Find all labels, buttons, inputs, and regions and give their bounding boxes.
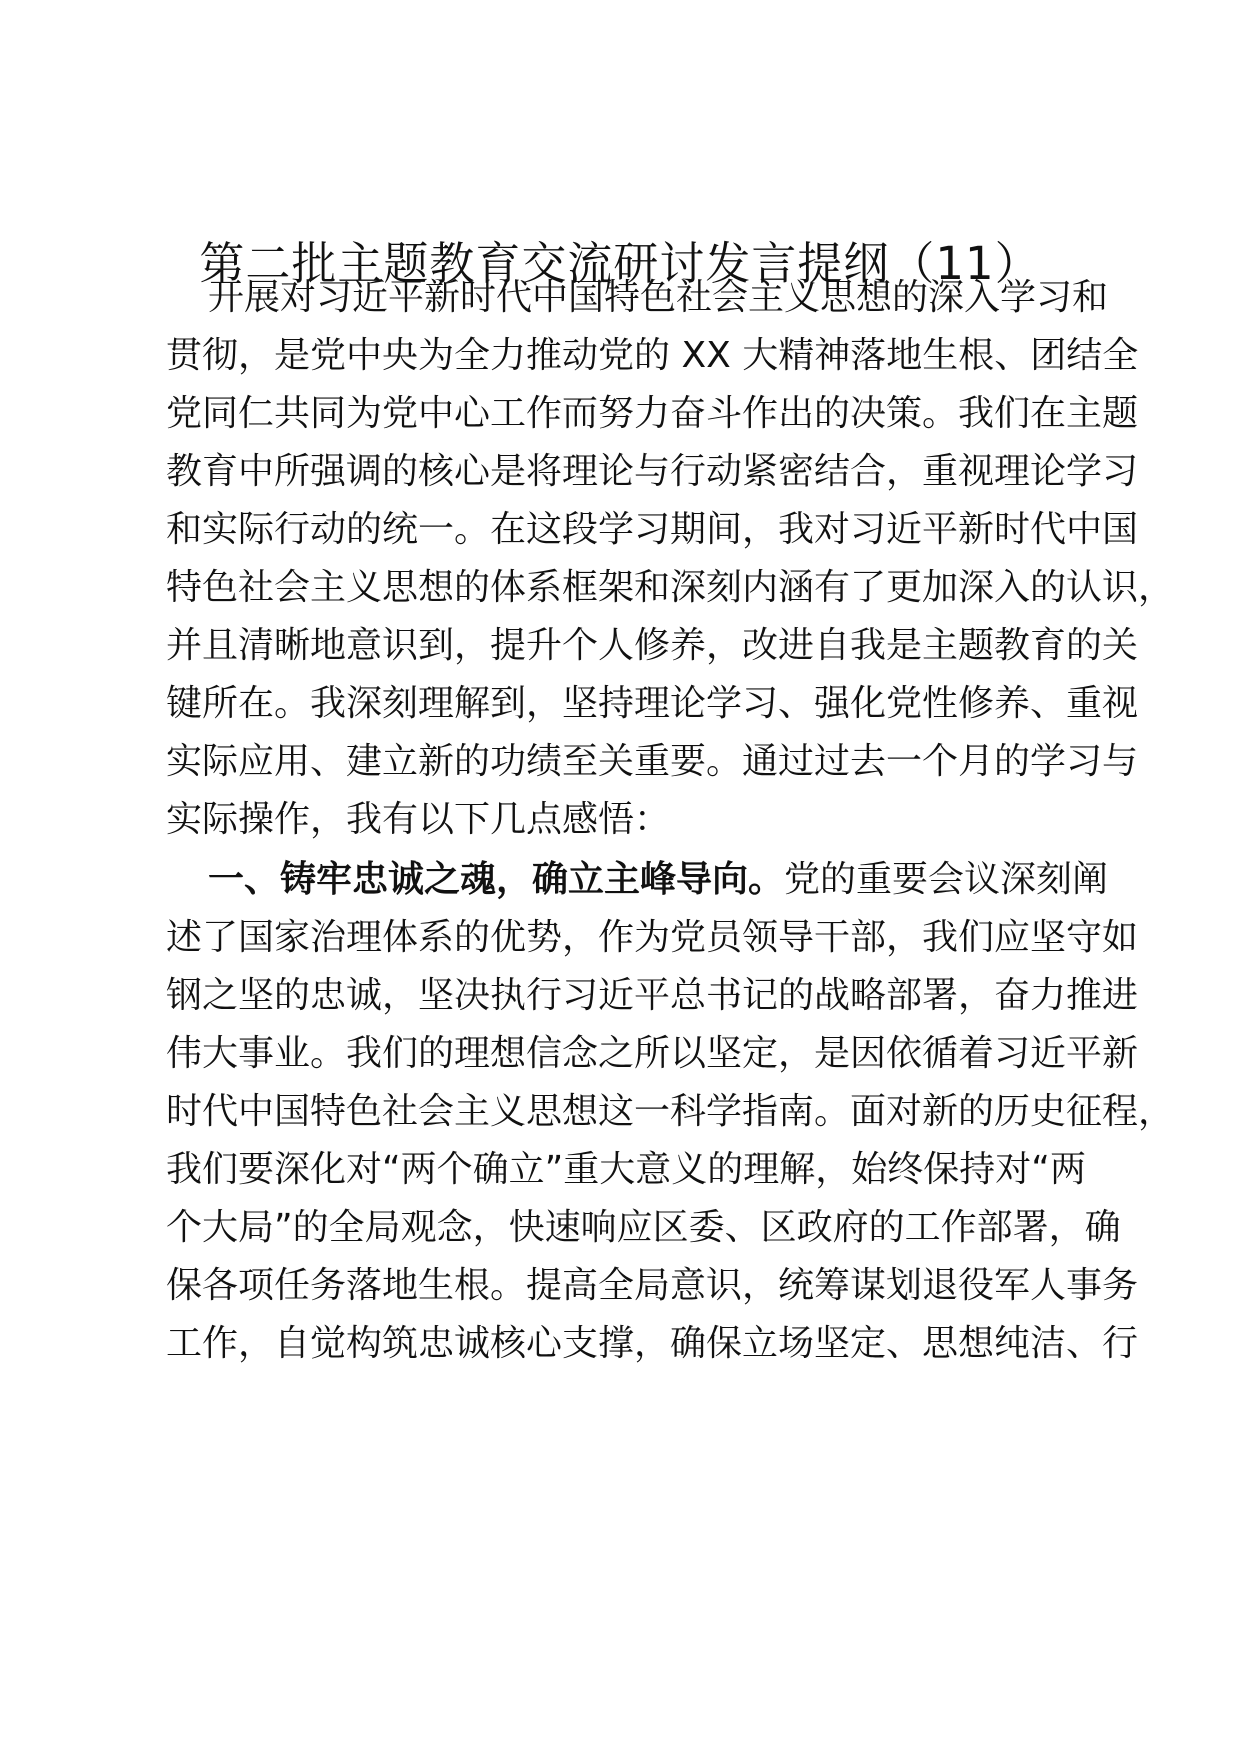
document-title: 第二批主题教育交流研讨发言提纲（11） xyxy=(199,237,1041,290)
paragraph-line xyxy=(208,850,1108,910)
paragraph-line: 教育中所强调的核心是将理论与行动紧密结合，重视理论学习 xyxy=(166,451,1139,492)
paragraph-line: 特色社会主义思想的体系框架和深刻内涵有了更加深入的认识， xyxy=(166,567,1175,608)
section-heading-rest: 党的重要会议深刻阐 xyxy=(784,859,1109,900)
paragraph-line: 工作，自觉构筑忠诚核心支撑，确保立场坚定、思想纯洁、行 xyxy=(166,1323,1139,1364)
paragraph-line: 个大局”的全局观念，快速响应区委、区政府的工作部署，确 xyxy=(166,1207,1121,1248)
paragraph-line: 实际应用、建立新的功绩至关重要。通过过去一个月的学习与 xyxy=(166,741,1139,782)
paragraph-line: 述了国家治理体系的优势，作为党员领导干部，我们应坚守如 xyxy=(166,917,1139,958)
paragraph-line: 实际操作，我有以下几点感悟： xyxy=(166,799,671,840)
paragraph-line: 开展对习近平新时代中国特色社会主义思想的深入学习和 xyxy=(208,277,1109,318)
paragraph-line: 保各项任务落地生根。提高全局意识，统筹谋划退役军人事务 xyxy=(166,1265,1139,1306)
paragraph-line: 党同仁共同为党中心工作而努力奋斗作出的决策。我们在主题 xyxy=(166,393,1139,434)
paragraph-line: 伟大事业。我们的理想信念之所以坚定，是因依循着习近平新 xyxy=(166,1033,1139,1074)
paragraph-line: 钢之坚的忠诚，坚决执行习近平总书记的战略部署，奋力推进 xyxy=(166,975,1139,1016)
paragraph-line: 贯彻，是党中央为全力推动党的 XX 大精神落地生根、团结全 xyxy=(166,335,1139,376)
paragraph-line: 和实际行动的统一。在这段学习期间，我对习近平新时代中国 xyxy=(166,509,1139,550)
paragraph-line: 并且清晰地意识到，提升个人修养，改进自我是主题教育的关 xyxy=(166,625,1139,666)
paragraph-line: 时代中国特色社会主义思想这一科学指南。面对新的历史征程， xyxy=(166,1091,1175,1132)
paragraph-line: 键所在。我深刻理解到，坚持理论学习、强化党性修养、重视 xyxy=(166,683,1139,724)
section-heading: 一、铸牢忠诚之魂，确立主峰导向。 xyxy=(208,859,785,900)
paragraph-line: 我们要深化对“两个确立”重大意义的理解，始终保持对“两 xyxy=(166,1149,1086,1190)
